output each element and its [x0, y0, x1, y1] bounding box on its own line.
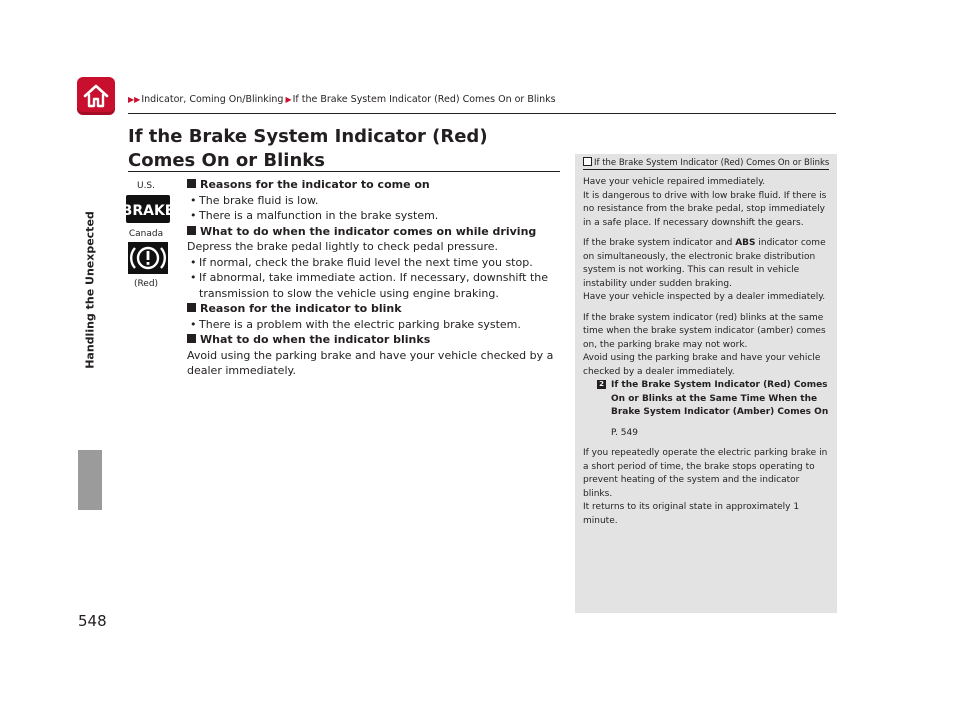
list-item: • There is a malfunction in the brake system.: [190, 209, 439, 222]
square-bullet-icon: [187, 226, 196, 235]
section-heading: Reason for the indicator to blink: [187, 301, 562, 317]
breadcrumb-link-indicator[interactable]: Indicator, Coming On/Blinking: [141, 94, 284, 105]
square-bullet-icon: [187, 303, 196, 312]
note-paragraph: If you repeatedly operate the electric parking brake in a short period of time, the brake stops operating to prevent heating of the system and the indicator blinks. It returns to its original state in approximately 1 minute.: [583, 448, 828, 526]
breadcrumb-current: If the Brake System Indicator (Red) Comes On or Blinks: [292, 94, 556, 105]
section-heading: What to do when the indicator blinks: [187, 332, 562, 348]
note-paragraph: If the brake system indicator (red) blinks at the same time when the brake system indicator (amber) comes on, the parking brake may not work. Avoid using the parking brake and have your vehicle checked by a dealer immediately.: [583, 312, 826, 377]
section-heading: Reasons for the indicator to come on: [187, 177, 562, 193]
body-text: Depress the brake pedal lightly to check pedal pressure.: [187, 240, 499, 253]
canada-label: Canada: [128, 229, 164, 239]
chapter-tab-marker[interactable]: [78, 450, 102, 510]
breadcrumb: [128, 94, 556, 105]
section-heading: What to do when the indicator comes on while driving: [187, 224, 562, 240]
list-item: • If normal, check the brake fluid level the next time you stop.: [190, 255, 533, 269]
page-number: 548: [78, 612, 107, 630]
us-label: U.S.: [136, 181, 156, 191]
home-icon[interactable]: [77, 77, 115, 115]
brake-warning-icon: [121, 195, 175, 223]
brake-exclamation-icon: [128, 242, 168, 274]
cross-reference-page[interactable]: P. 549: [611, 427, 638, 438]
chapter-side-label: [79, 140, 101, 440]
list-item: • There is a problem with the electric parking brake system.: [190, 317, 521, 331]
list-item: • The brake fluid is low.: [190, 193, 319, 207]
breadcrumb-arrow-icon: ▶: [285, 95, 292, 104]
side-note-body: [583, 176, 831, 535]
chapter-side-label-text: Handling the Unexpected: [83, 211, 97, 369]
reference-arrow-icon: 2: [597, 380, 606, 389]
list-item: • If abnormal, take immediate action. If necessary, downshift the transmission to slow the vehicle using engine braking.: [190, 271, 549, 300]
note-marker-icon: [583, 157, 592, 166]
square-bullet-icon: [187, 334, 196, 343]
note-paragraph: Have your vehicle repaired immediately. It is dangerous to drive with low brake fluid. If there is no resistance from the brake pedal, stop immediately in a safe place. If necessary downshift the gears.: [583, 177, 827, 228]
note-paragraph: If the brake system indicator and ABS indicator come on simultaneously, the electronic brake distribution system is not working. This can result in vehicle instability under sudden braking. Have your vehicle inspected by a dealer immediately.: [583, 238, 826, 302]
breadcrumb-divider: [128, 113, 836, 114]
side-note-divider: [583, 169, 829, 170]
breadcrumb-arrow-icon: ▶▶: [128, 95, 141, 104]
body-text: Avoid using the parking brake and have your vehicle checked by a dealer immediately.: [187, 348, 554, 377]
cross-reference-link[interactable]: 2 If the Brake System Indicator (Red) Comes On or Blinks at the Same Time When the Brake System Indicator (Amber) Comes On: [583, 379, 831, 420]
square-bullet-icon: [187, 179, 196, 188]
side-note-heading: If the Brake System Indicator (Red) Comes On or Blinks: [583, 157, 829, 168]
red-label: (Red): [133, 279, 159, 289]
main-content: [187, 177, 562, 379]
title-divider: [128, 171, 560, 172]
page-title: If the Brake System Indicator (Red) Comes On or Blinks: [128, 126, 488, 171]
brake-icon-text: BRAKE: [121, 203, 175, 219]
